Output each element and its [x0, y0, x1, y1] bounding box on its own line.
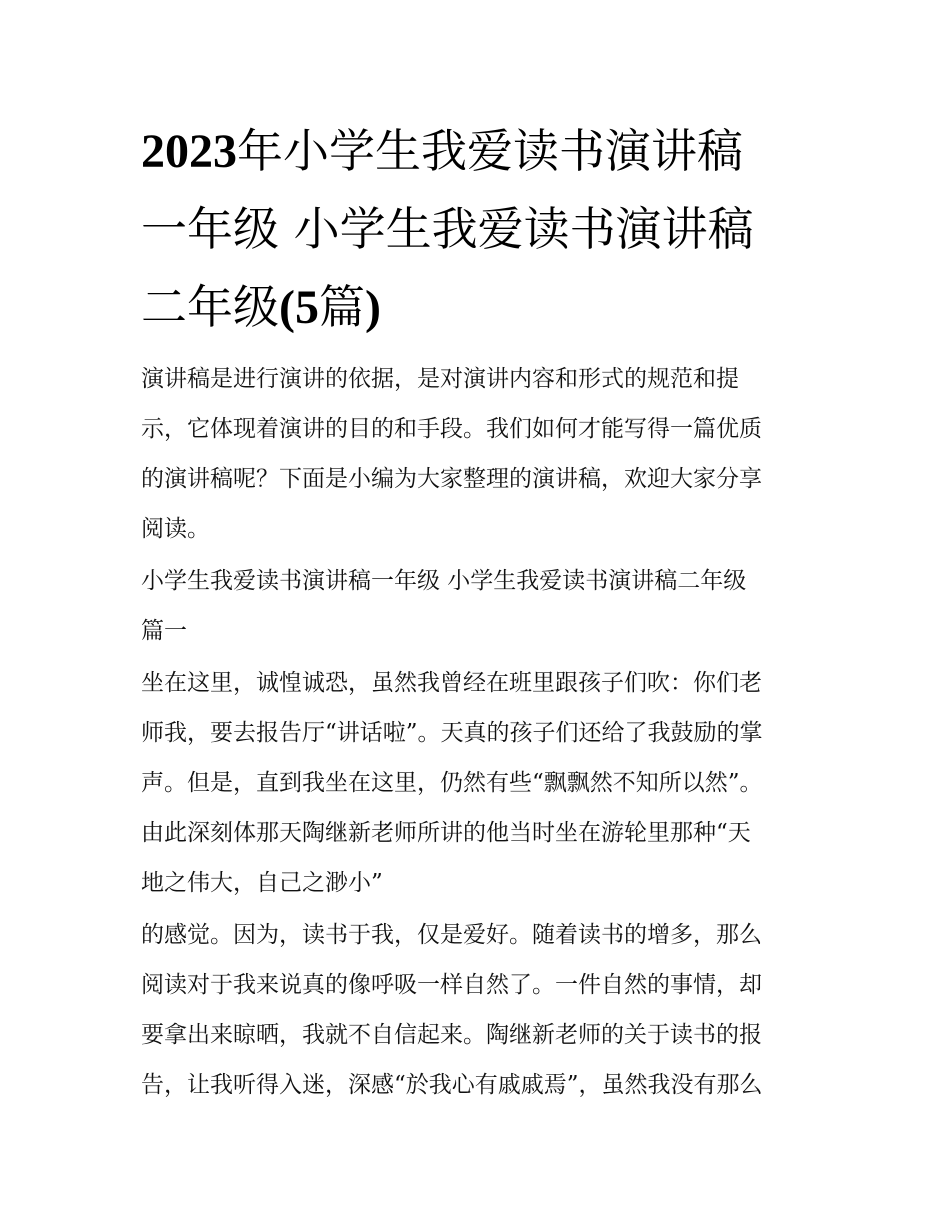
body-line: 演讲稿是进行演讲的依据，是对演讲内容和形式的规范和提: [141, 366, 739, 392]
body-line: 阅读。: [141, 516, 210, 542]
body-line: 师我，要去报告厅“讲话啦”。天真的孩子们还给了我鼓励的掌: [141, 720, 763, 746]
body-line: 声。但是，直到我坐在这里，仍然有些“飘飘然不知所以然”。: [141, 770, 763, 796]
title-line-3-count: (5: [279, 281, 319, 334]
body-line: 由此深刻体那天陶继新老师所讲的他当时坐在游轮里那种“天: [141, 820, 751, 846]
body-line: 坐在这里，诚惶诚恐，虽然我曾经在班里跟孩子们吹：你们老: [141, 670, 762, 696]
title-line-1-text: 年小学生我爱读书演讲稿: [237, 124, 743, 178]
body-line: 告，让我听得入迷，深感“於我心有戚戚焉”，虽然我没有那么: [141, 1072, 763, 1098]
body-line: 的演讲稿呢？下面是小编为大家整理的演讲稿，欢迎大家分享: [141, 466, 762, 492]
section-heading-line: 小学生我爱读书演讲稿一年级 小学生我爱读书演讲稿二年级: [141, 568, 747, 594]
title-line-3-pre: 二年级: [141, 280, 279, 334]
body-line: 阅读对于我来说真的像呼吸一样自然了。一件自然的事情，却: [141, 972, 762, 998]
title-line-3: [141, 280, 841, 334]
body-line: 要拿出来晾晒，我就不自信起来。陶继新老师的关于读书的报: [141, 1022, 762, 1048]
section-heading-line: 篇一: [141, 618, 187, 644]
title-line-1: [141, 124, 841, 178]
title-year: 2023: [141, 125, 237, 178]
title-line-3-post: ): [364, 281, 381, 334]
body-line: 的感觉。因为，读书于我，仅是爱好。随着读书的增多，那么: [141, 922, 762, 948]
body-line: 地之伟大，自己之渺小”: [141, 870, 383, 896]
title-line-2: 一年级 小学生我爱读书演讲稿: [141, 202, 754, 256]
title-line-3-mid: 篇: [318, 280, 365, 334]
body-line: 示，它体现着演讲的目的和手段。我们如何才能写得一篇优质: [141, 416, 762, 442]
